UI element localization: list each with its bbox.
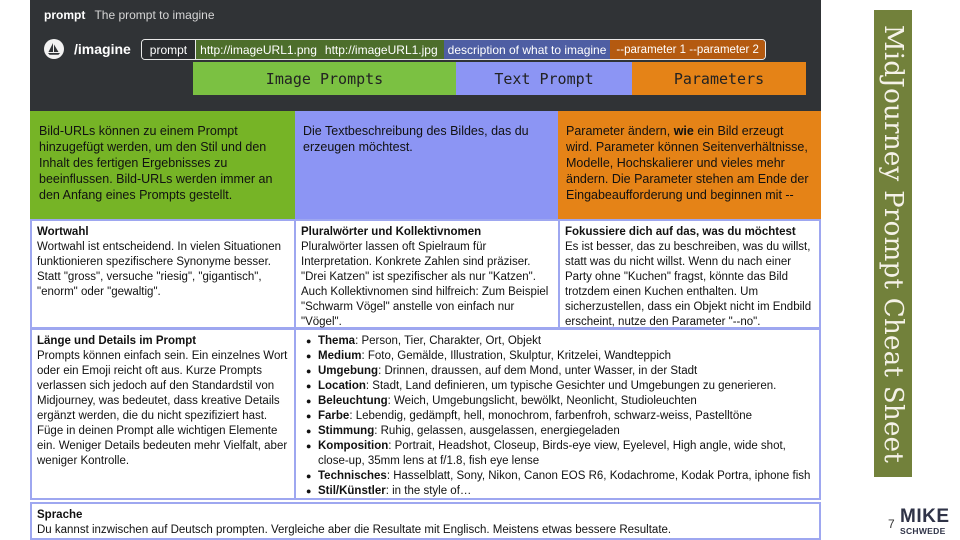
tip-body: Prompts können einfach sein. Ein einzelnes Wort oder ein Emoji reicht oft aus. Kurze Prompts verlassen sich jedoch auf den Standardstil von Midjourney, was bedeutet, dass kreative Details ergänzt werden, die du nicht spezifiziert hast. Füge in deinen Prompt alle wichtigen Elemente ein. Weniger Details bedeuten mehr Vielfalt, aber weniger Kontrolle. — [37, 350, 288, 467]
details-item-key: Komposition — [318, 440, 389, 452]
logo-bottom: SCHWEDE — [900, 526, 946, 536]
tip-body: Es ist besser, das zu beschreiben, was du willst, statt was du nicht willst. Wenn du nach einer Party ohne "Kuchen" fragst, könnte das Bild trotzdem einen Kuchen enthalten. Um sicherzustellen, dass ein Objekt nicht im Endbild erscheint, nutze den Parameter "--no". — [565, 241, 812, 328]
details-list-item — [304, 349, 813, 364]
details-item-key: Stil/Künstler — [318, 485, 386, 497]
tip-title: Sprache — [37, 509, 83, 521]
details-item-key: Stimmung — [318, 425, 375, 437]
details-item-value: : Person, Tier, Charakter, Ort, Objekt — [355, 335, 542, 347]
tip-laenge — [30, 328, 296, 500]
tip-title: Fokussiere dich auf das, was du möchtest — [565, 226, 796, 238]
details-item-value: : Lebendig, gedämpft, hell, monochrom, farbenfroh, schwarz-weiss, Pastelltöne — [349, 410, 753, 422]
prompt-input-bar — [141, 39, 766, 60]
logo-top: MIKE — [900, 506, 950, 527]
image-url-2: http://imageURL1.jpg — [321, 40, 444, 59]
banner-title — [44, 8, 215, 22]
section-text-prompt: Text Prompt — [456, 62, 632, 95]
details-item-key: Location — [318, 380, 366, 392]
intro-parameters-post: ein Bild erzeugt wird. Parameter können Seitenverhältnisse, Modelle, Hochskalierer und vieles mehr ändern. Die Parameter stehen am Ende der Eingabeaufforderung und beginnen mit -- — [566, 124, 809, 202]
details-list-item — [304, 484, 813, 499]
intro-parameters — [558, 111, 821, 219]
details-item-key: Technisches — [318, 470, 387, 482]
details-list-item — [304, 469, 813, 484]
details-list-item — [304, 439, 813, 469]
side-title: MidJourney Prompt Cheat Sheet — [878, 24, 908, 463]
imagine-command: /imagine — [74, 41, 131, 57]
details-item-value: : Ruhig, gelassen, ausgelassen, energiegeladen — [374, 425, 620, 437]
details-item-value: : Stadt, Land definieren, um typische Gesichter und Umgebungen zu generieren. — [365, 380, 777, 392]
sailboat-icon — [44, 39, 64, 59]
details-item-value: : in the style of… — [385, 485, 472, 497]
tip-wortwahl — [30, 219, 296, 329]
image-url-1: http://imageURL1.png — [196, 40, 321, 59]
intro-parameters-bold: wie — [673, 124, 694, 138]
details-item-value: : Weich, Umgebungslicht, bewölkt, Neonlicht, Studioleuchten — [387, 395, 697, 407]
side-title-bar — [874, 10, 912, 477]
details-list-item — [304, 409, 813, 424]
command-row — [44, 38, 766, 60]
banner-title-sub: The prompt to imagine — [94, 8, 215, 22]
tip-fokus — [558, 219, 821, 329]
details-item-value: : Hasselblatt, Sony, Nikon, Canon EOS R6, Kodachrome, Kodak Portra, iphone fish — [386, 470, 811, 482]
tip-body: Wortwahl ist entscheidend. In vielen Situationen funktionieren spezifischere Synonyme besser. Statt "gross", versuche "riesig", "gigantisch", "enorm" oder "gewaltig". — [37, 241, 281, 298]
details-item-value: : Drinnen, draussen, auf dem Mond, unter Wasser, in der Stadt — [378, 365, 698, 377]
section-label-row — [193, 62, 806, 95]
details-item-value: : Foto, Gemälde, Illustration, Skulptur, Kritzelei, Wandteppich — [361, 350, 672, 362]
details-list-cell — [294, 328, 821, 500]
tip-body: Pluralwörter lassen oft Spielraum für Interpretation. Konkrete Zahlen sind präziser. "Drei Katzen" ist spezifischer als nur "Katzen". Auch Kollektivnomen sind hilfreich: Zum Beispiel "Schwarm Vögel" anstelle von einfach nur "Vögel". — [301, 241, 549, 328]
details-item-key: Thema — [318, 335, 356, 347]
details-list-item — [304, 424, 813, 439]
details-list — [304, 334, 813, 499]
tip-title: Pluralwörter und Kollektivnomen — [301, 226, 482, 238]
details-item-value: : Portrait, Headshot, Closeup, Birds-eye view, Eyelevel, High angle, wide shot, close-up, 35mm lens at f/1.8, fish eye lense — [318, 440, 786, 467]
details-item-key: Beleuchtung — [318, 395, 388, 407]
brand-logo — [900, 508, 954, 538]
tip-title: Wortwahl — [37, 226, 89, 238]
tip-sprache — [30, 502, 821, 540]
details-list-item — [304, 334, 813, 349]
details-item-key: Medium — [318, 350, 362, 362]
tip-plural — [294, 219, 560, 329]
intro-parameters-pre: Parameter ändern, — [566, 124, 674, 138]
section-image-prompts: Image Prompts — [193, 62, 456, 95]
parameters-text: --parameter 1 --parameter 2 — [610, 40, 765, 59]
tip-title: Länge und Details im Prompt — [37, 335, 197, 347]
details-list-item — [304, 394, 813, 409]
prompt-label: prompt — [142, 40, 196, 59]
details-item-key: Umgebung — [318, 365, 379, 377]
details-list-item — [304, 379, 813, 394]
section-parameters: Parameters — [632, 62, 806, 95]
intro-image-prompts: Bild-URLs können zu einem Prompt hinzugefügt werden, um den Stil und den Inhalt des fertigen Ergebnisses zu beeinflussen. Bild-URLs werden immer an den Anfang eines Prompts gestellt. — [30, 111, 295, 219]
text-description: description of what to imagine — [444, 40, 611, 59]
banner-title-main: prompt — [44, 8, 86, 22]
intro-text-prompt: Die Textbeschreibung des Bildes, das du erzeugen möchtest. — [295, 111, 558, 219]
prompt-banner — [30, 0, 821, 111]
details-list-item — [304, 364, 813, 379]
tip-body: Du kannst inzwischen auf Deutsch prompten. Vergleiche aber die Resultate mit Englisch. Meistens etwas bessere Resultate. — [37, 524, 672, 536]
page-number: 7 — [888, 517, 895, 531]
details-item-key: Farbe — [318, 410, 350, 422]
